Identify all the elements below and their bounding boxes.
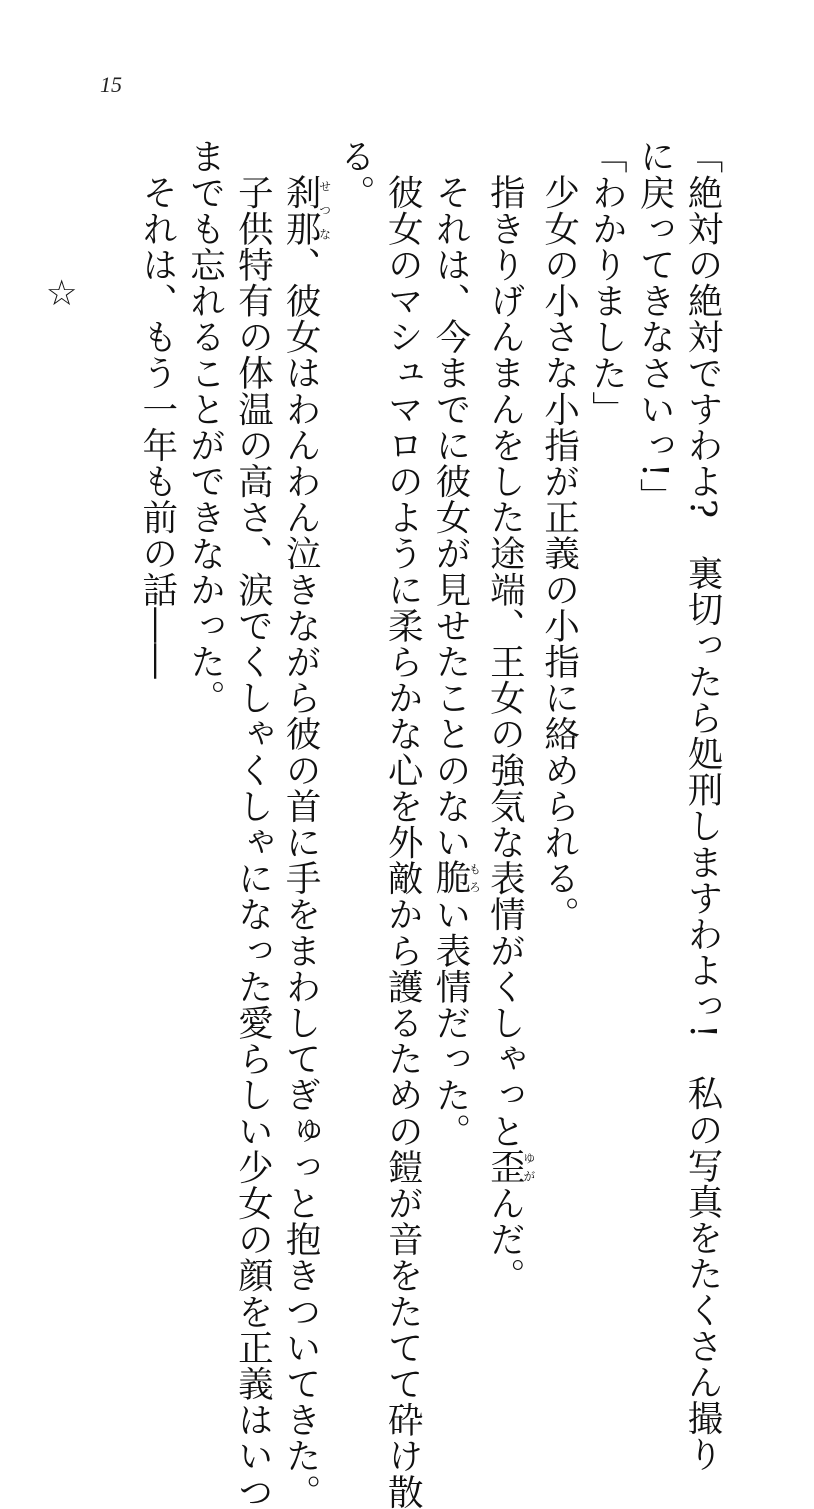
furigana-reading: ゆが (521, 1148, 536, 1185)
text-line: る。 (334, 138, 376, 211)
text-segment: 指きりげんまんをした途端、王女の強気な表情がくしゃっと (484, 173, 526, 1149)
text-line: 彼女のマシュマロのように柔らかな心を外敵から護るための鎧が音をたてて砕け散 (382, 173, 424, 1509)
text-line: 「絶対の絶対ですわよ? 裏切ったら処刑しますわよっ! 私の写真をたくさん撮り (682, 138, 723, 1473)
furigana-reading: せつな (317, 173, 332, 246)
text-segment: それは、今までに彼女が見せたことのない (430, 173, 472, 860)
text-line: 子供特有の体温の高さ、涙でくしゃくしゃになった愛らしい少女の顔を正義はいつ (232, 173, 274, 1509)
furigana-word (484, 1148, 536, 1185)
text-segment: 、彼女はわんわん泣きながら彼の首に手をまわしてぎゅっと抱きついてきた。 (280, 245, 322, 1509)
text-line (481, 138, 536, 1293)
furigana-base: 歪 (484, 1148, 526, 1185)
text-segment: い表情だった。 (430, 895, 472, 1149)
furigana-reading: もろ (467, 859, 482, 896)
furigana-base: 刹那 (280, 173, 322, 246)
text-line (276, 138, 332, 1509)
blank-line (85, 138, 133, 1138)
page-number: 15 (100, 72, 122, 97)
text-line: それは、もう一年も前の話―― (136, 173, 178, 679)
novel-body-text (41, 138, 726, 1509)
text-line: までも忘れることができなかった。 (184, 138, 226, 716)
furigana-word (280, 173, 332, 246)
text-line (426, 138, 482, 1149)
scene-break-star: ☆ (41, 272, 83, 315)
furigana-word (430, 859, 482, 896)
text-segment: んだ。 (484, 1184, 526, 1293)
text-line: 少女の小さな小指が正義の小指に絡められる。 (538, 173, 580, 932)
furigana-base: 脆 (430, 859, 472, 896)
text-line: に戻ってきなさいっ!」 (634, 138, 676, 514)
text-line: 「わかりました」 (586, 138, 628, 427)
blank-line (0, 138, 37, 1138)
